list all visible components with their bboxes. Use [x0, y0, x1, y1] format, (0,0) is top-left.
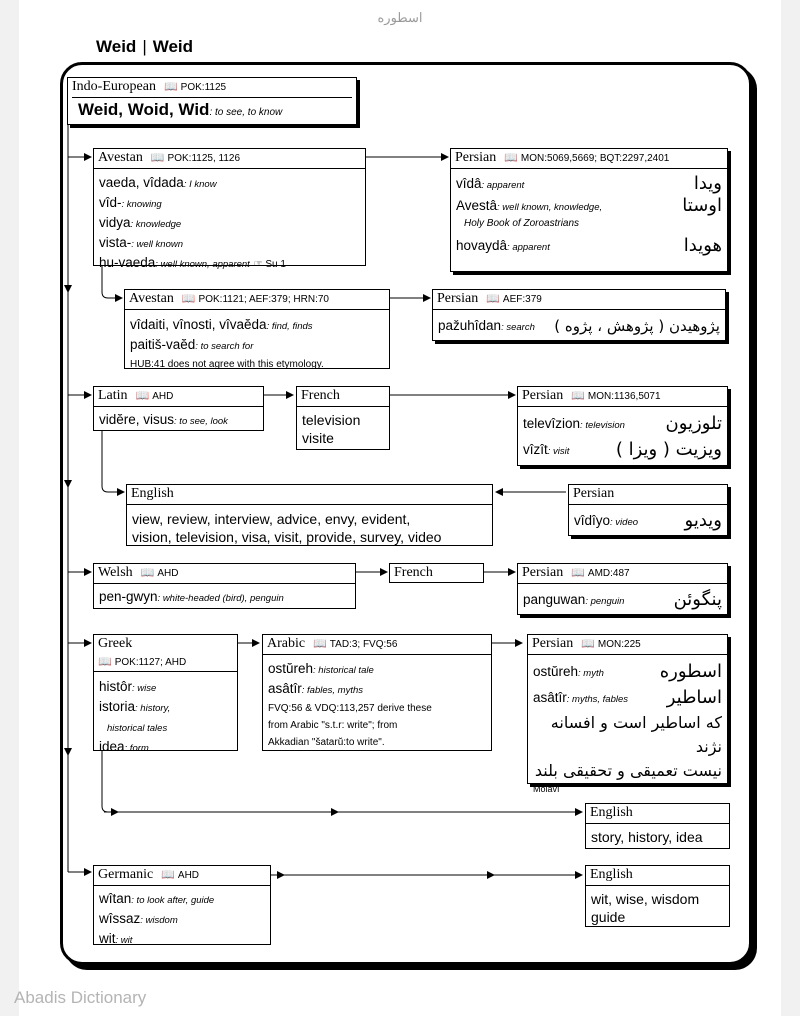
- root-ref: POK:1125: [180, 82, 227, 93]
- persian1-word: hovaydâ: [456, 238, 508, 253]
- english2-lang: English: [590, 805, 633, 820]
- persian6-farsi: اسطوره: [659, 661, 722, 682]
- avestan2-gloss: : to search for: [195, 341, 254, 352]
- persian-box-5: [517, 563, 728, 615]
- avestan2-word: vîdaiti, vînosti, vîvaĕda: [130, 317, 267, 332]
- open-book-icon: 📖: [486, 293, 500, 305]
- avestan2-ref: POK:1121; AEF:379; HRN:70: [198, 294, 329, 305]
- welsh-lang: Welsh: [98, 565, 133, 580]
- open-book-icon: 📖: [581, 638, 595, 650]
- avestan1-word: hu-vaeda: [99, 255, 156, 270]
- persian5-lang: Persian: [522, 565, 564, 580]
- greek-gloss: : form: [124, 743, 149, 754]
- persian-box-6: [527, 634, 728, 794]
- avestan1-gloss: : well known: [131, 239, 184, 250]
- latin-word: vidĕre, visus: [99, 412, 175, 427]
- open-book-icon: 📖: [140, 567, 155, 579]
- french-box-2: [389, 563, 484, 583]
- persian2-farsi: پژوهیدن ( پژوهش ، پژوه ): [554, 317, 720, 335]
- latin-box: [93, 386, 264, 431]
- persian2-word: pažuhîdan: [438, 318, 502, 333]
- page-title: اسطوره: [377, 10, 423, 25]
- english3-words: wit, wise, wisdom: [591, 891, 700, 907]
- greek-gloss: : wise: [132, 683, 157, 694]
- persian5-word: panguwan: [523, 592, 586, 607]
- avestan1-lang: Avestan: [98, 150, 143, 165]
- greek-ref: POK:1127; AHD: [114, 657, 187, 668]
- header-right: Weid: [152, 37, 194, 56]
- germanic-lang: Germanic: [98, 867, 154, 882]
- french-box-1: [296, 386, 390, 450]
- avestan1-word: vîd-: [99, 195, 122, 210]
- germanic-ref: AHD: [177, 870, 200, 881]
- french2-lang: French: [394, 565, 433, 580]
- germanic-gloss: : to look after, guide: [131, 895, 215, 906]
- persian4-lang: Persian: [573, 486, 615, 501]
- arabic-word: ostŭreh: [268, 661, 314, 676]
- open-book-icon: 📖: [313, 638, 327, 650]
- persian-box-3: [517, 386, 728, 466]
- persian3-word: vîzît: [523, 442, 548, 457]
- persian6-word: ostŭreh: [533, 664, 579, 679]
- indo-european-box: [67, 77, 357, 125]
- avestan2-lang: Avestan: [129, 291, 174, 306]
- english1-lang: English: [131, 486, 174, 501]
- english1-words: view, review, interview, advice, envy, evident,: [132, 511, 411, 527]
- arabic-box: [262, 634, 492, 751]
- greek-box: [93, 634, 238, 754]
- avestan1-word: vidya: [99, 215, 131, 230]
- persian3-gloss: : visit: [547, 446, 570, 457]
- arabic-gloss: : historical tale: [313, 665, 374, 676]
- open-book-icon: 📖: [163, 81, 178, 93]
- persian1-lang: Persian: [455, 150, 497, 165]
- persian1-gloss: : well known, knowledge,: [497, 202, 603, 213]
- avestan-box-2: [124, 289, 390, 369]
- latin-lang: Latin: [98, 388, 128, 403]
- arabic-note: from Arabic "s.t.r: write"; from: [268, 720, 398, 731]
- persian1-ref: MON:5069,5669; BQT:2297,2401: [520, 153, 670, 164]
- open-book-icon: 📖: [181, 293, 196, 305]
- persian4-gloss: : video: [610, 517, 639, 528]
- persian6-gloss: : myth: [578, 668, 604, 679]
- header-left: Weid: [96, 37, 137, 56]
- persian-box-1: [450, 148, 728, 272]
- persian5-farsi: پنگوئن: [673, 589, 722, 610]
- greek-word: idea: [99, 739, 125, 754]
- persian3-ref: MON:1136,5071: [587, 391, 661, 402]
- germanic-gloss: : wisdom: [140, 915, 178, 926]
- english3-lang: English: [590, 867, 633, 882]
- avestan1-gloss: : well known, apparent: [155, 259, 250, 270]
- avestan1-word: vaeda, vîdada: [99, 175, 184, 190]
- welsh-ref: AHD: [157, 568, 179, 579]
- latin-ref: AHD: [152, 391, 174, 402]
- persian1-word: vîdâ: [456, 176, 482, 191]
- avestan1-gloss: : knowing: [121, 199, 162, 210]
- arabic-note: Akkadian "šatarŭ:to write".: [268, 737, 385, 748]
- persian1-gloss-cont: Holy Book of Zoroastrians: [464, 218, 580, 229]
- avestan1-ref: POK:1125, 1126: [167, 153, 241, 164]
- greek-gloss: : history,: [135, 703, 171, 714]
- welsh-gloss: : white-headed (bird), penguin: [157, 593, 284, 604]
- germanic-gloss: : wit: [115, 935, 133, 946]
- germanic-word: wîssaz: [99, 911, 141, 926]
- persian3-farsi: تلوزیون: [665, 413, 722, 434]
- watermark: Abadis Dictionary: [14, 988, 147, 1007]
- avestan2-note: HUB:41 does not agree with this etymology.: [130, 359, 324, 370]
- persian3-word: televîzion: [523, 416, 581, 431]
- root-gloss: : to see, to know: [209, 107, 283, 118]
- greek-lang: Greek: [98, 636, 133, 651]
- latin-gloss: : to see, look: [174, 416, 228, 427]
- english-box-1: [126, 484, 493, 546]
- persian3-gloss: : television: [580, 420, 625, 431]
- persian-box-4: [568, 484, 728, 536]
- avestan-box-1: [93, 148, 366, 270]
- arabic-note: FVQ:56 & VDQ:113,257 derive these: [268, 703, 432, 714]
- persian3-farsi: ویزیت ( ویزا ): [615, 439, 722, 460]
- persian4-farsi: ویدیو: [684, 510, 722, 531]
- persian6-poem-line: که اساطیر است و افسانه نژند: [550, 713, 722, 756]
- avestan1-word: vista-: [99, 235, 132, 250]
- open-book-icon: 📖: [161, 869, 175, 881]
- english3-words: guide: [591, 909, 626, 925]
- root-lang: Indo-European: [72, 79, 156, 94]
- avestan2-word: paitiš-vaĕd: [130, 337, 196, 352]
- welsh-word: pen-gwyn: [99, 589, 158, 604]
- persian6-poem-line: نیست تعمیقی و تحقیقی بلند: [534, 761, 722, 780]
- open-book-icon: 📖: [98, 656, 112, 668]
- arabic-ref: TAD:3; FVQ:56: [329, 639, 398, 650]
- persian6-farsi: اساطیر: [666, 687, 722, 708]
- persian1-farsi: هویدا: [683, 235, 722, 256]
- persian1-gloss: : apparent: [507, 242, 550, 253]
- persian5-gloss: : penguin: [585, 596, 625, 607]
- persian2-ref: AEF:379: [502, 294, 542, 305]
- germanic-box: [93, 865, 271, 945]
- english1-words: vision, television, visa, visit, provide, survey, video: [132, 529, 442, 545]
- greek-word: histôr: [99, 679, 133, 694]
- open-book-icon: 📖: [571, 567, 585, 579]
- english2-words: story, history, idea: [591, 829, 703, 845]
- germanic-word: wit: [99, 931, 116, 946]
- avestan2-gloss: : find, finds: [266, 321, 313, 332]
- persian2-lang: Persian: [437, 291, 479, 306]
- persian1-farsi: ویدا: [693, 173, 722, 194]
- persian1-gloss: : apparent: [481, 180, 525, 191]
- arabic-word: asâtîr: [268, 681, 302, 696]
- avestan1-gloss: : knowledge: [130, 219, 182, 230]
- french1-lang: French: [301, 388, 340, 403]
- avestan1-gloss: : I know: [183, 179, 217, 190]
- english-box-2: [585, 803, 730, 849]
- greek-gloss: historical tales: [107, 723, 168, 734]
- persian6-word: asâtîr: [533, 690, 567, 705]
- persian6-gloss: : myths, fables: [566, 694, 629, 705]
- open-book-icon: 📖: [150, 152, 165, 164]
- persian6-poet: Molavî: [533, 784, 560, 794]
- pointing-hand-icon: ☞ Su 1: [253, 259, 286, 270]
- arabic-gloss: : fables, myths: [301, 685, 364, 696]
- french1-word: visite: [302, 430, 334, 446]
- persian6-lang: Persian: [532, 636, 574, 651]
- persian4-word: vîdîyo: [574, 513, 611, 528]
- open-book-icon: 📖: [571, 390, 585, 402]
- persian6-ref: MON:225: [597, 639, 641, 650]
- english-box-3: [585, 865, 730, 927]
- greek-word: istoria: [99, 699, 136, 714]
- persian5-ref: AMD:487: [587, 568, 630, 579]
- welsh-box: [93, 563, 356, 609]
- persian3-lang: Persian: [522, 388, 564, 403]
- open-book-icon: 📖: [135, 390, 150, 402]
- persian-box-2: [432, 289, 726, 341]
- arabic-lang: Arabic: [267, 636, 306, 651]
- word-header: Weid | Weid: [96, 37, 194, 56]
- root-word: Weid, Woid, Wid: [78, 100, 210, 119]
- persian2-gloss: : search: [501, 322, 535, 333]
- persian1-word: Avestâ: [456, 198, 498, 213]
- french1-word: television: [302, 412, 361, 428]
- germanic-word: wîtan: [99, 891, 132, 906]
- persian1-farsi: اوستا: [682, 195, 722, 216]
- open-book-icon: 📖: [504, 152, 518, 164]
